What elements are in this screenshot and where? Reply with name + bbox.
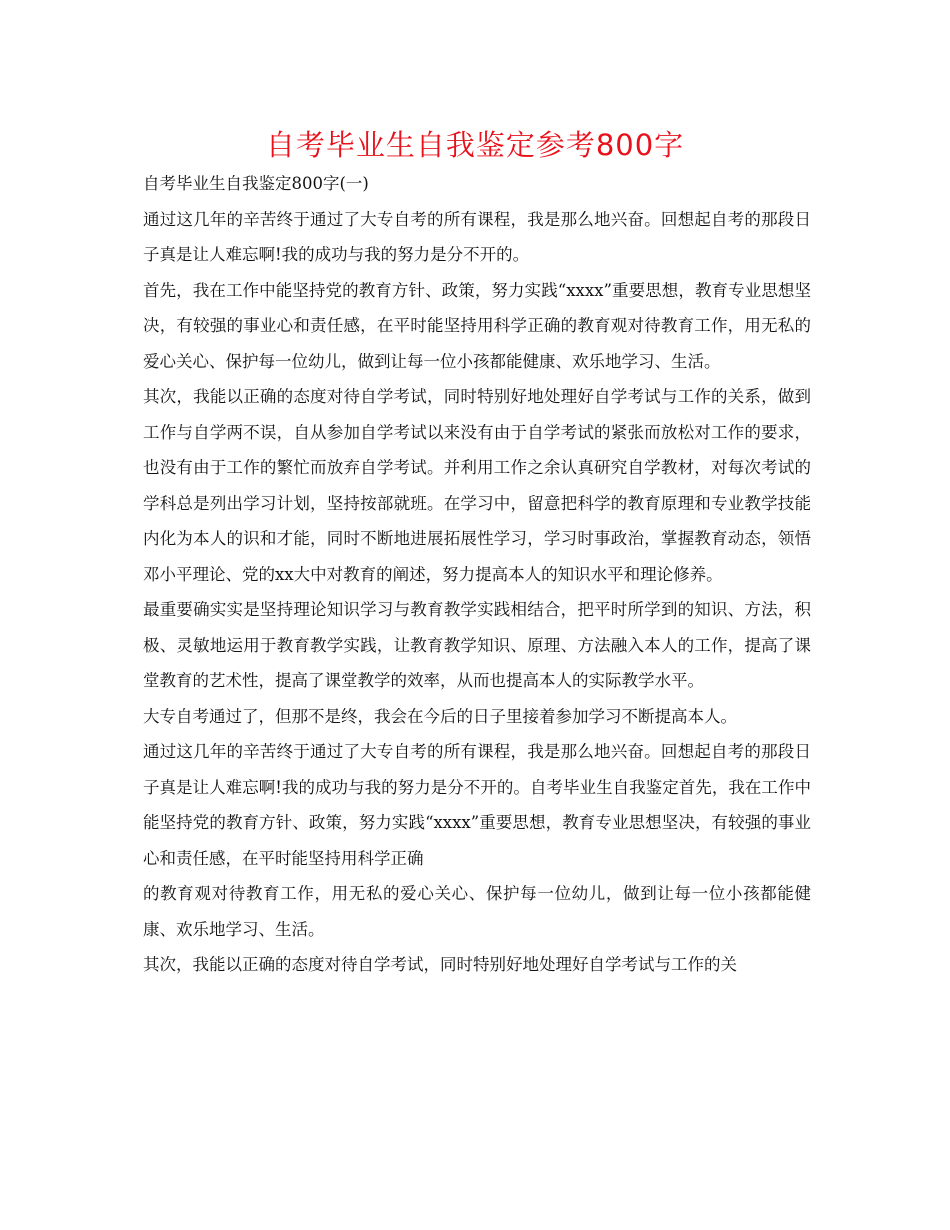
paragraph: 其次，我能以正确的态度对待自学考试，同时特别好地处理好自学考试与工作的关	[143, 955, 737, 974]
document-title: 自考毕业生自我鉴定参考800字	[265, 128, 685, 162]
paragraph: 通过这几年的辛苦终于通过了大专自考的所有课程，我是那么地兴奋。回想起自考的那段日子真是让人难忘啊!我的成功与我的努力是分不开的。	[143, 209, 811, 264]
paragraph: 通过这几年的辛苦终于通过了大专自考的所有课程，我是那么地兴奋。回想起自考的那段日子真是让人难忘啊!我的成功与我的努力是分不开的。自考毕业生自我鉴定首先，我在工作中能坚持党的教育方针、政策，努力实践“xxxx”重要思想，教育专业思想坚决，有较强的事业心和责任感，在平时能坚持用科学正确	[143, 742, 811, 868]
paragraph: 大专自考通过了，但那不是终，我会在今后的日子里接着参加学习不断提高本人。	[143, 706, 737, 726]
document-body	[143, 166, 811, 983]
paragraph: 首先，我在工作中能坚持党的教育方针、政策，努力实践“xxxx”重要思想，教育专业思想坚决，有较强的事业心和责任感，在平时能坚持用科学正确的教育观对待教育工作，用无私的爱心关心、保护每一位幼儿，做到让每一位小孩都能健康、欢乐地学习、生活。	[143, 280, 811, 371]
paragraph: 最重要确实实是坚持理论知识学习与教育教学实践相结合，把平时所学到的知识、方法，积极、灵敏地运用于教育教学实践，让教育教学知识、原理、方法融入本人的工作，提高了课堂教育的艺术性，提高了课堂教学的效率，从而也提高本人的实际教学水平。	[143, 600, 811, 690]
paragraph: 的教育观对待教育工作，用无私的爱心关心、保护每一位幼儿，做到让每一位小孩都能健康、欢乐地学习、生活。	[143, 884, 811, 939]
paragraph: 其次，我能以正确的态度对待自学考试，同时特别好地处理好自学考试与工作的关系，做到工作与自学两不误，自从参加自学考试以来没有由于自学考试的紧张而放松对工作的要求，也没有由于工作的繁忙而放弃自学考试。并利用工作之余认真研究自学教材，对每次考试的学科总是列出学习计划，坚持按部就班。在学习中，留意把科学的教育原理和专业教学技能内化为本人的识和才能，同时不断地进展拓展性学习，学习时事政治，掌握教育动态，领悟邓小平理论、党的xx大中对教育的阐述，努力提高本人的知识水平和理论修养。	[143, 387, 811, 584]
document-subtitle: 自考毕业生自我鉴定800字(一)	[143, 174, 369, 193]
